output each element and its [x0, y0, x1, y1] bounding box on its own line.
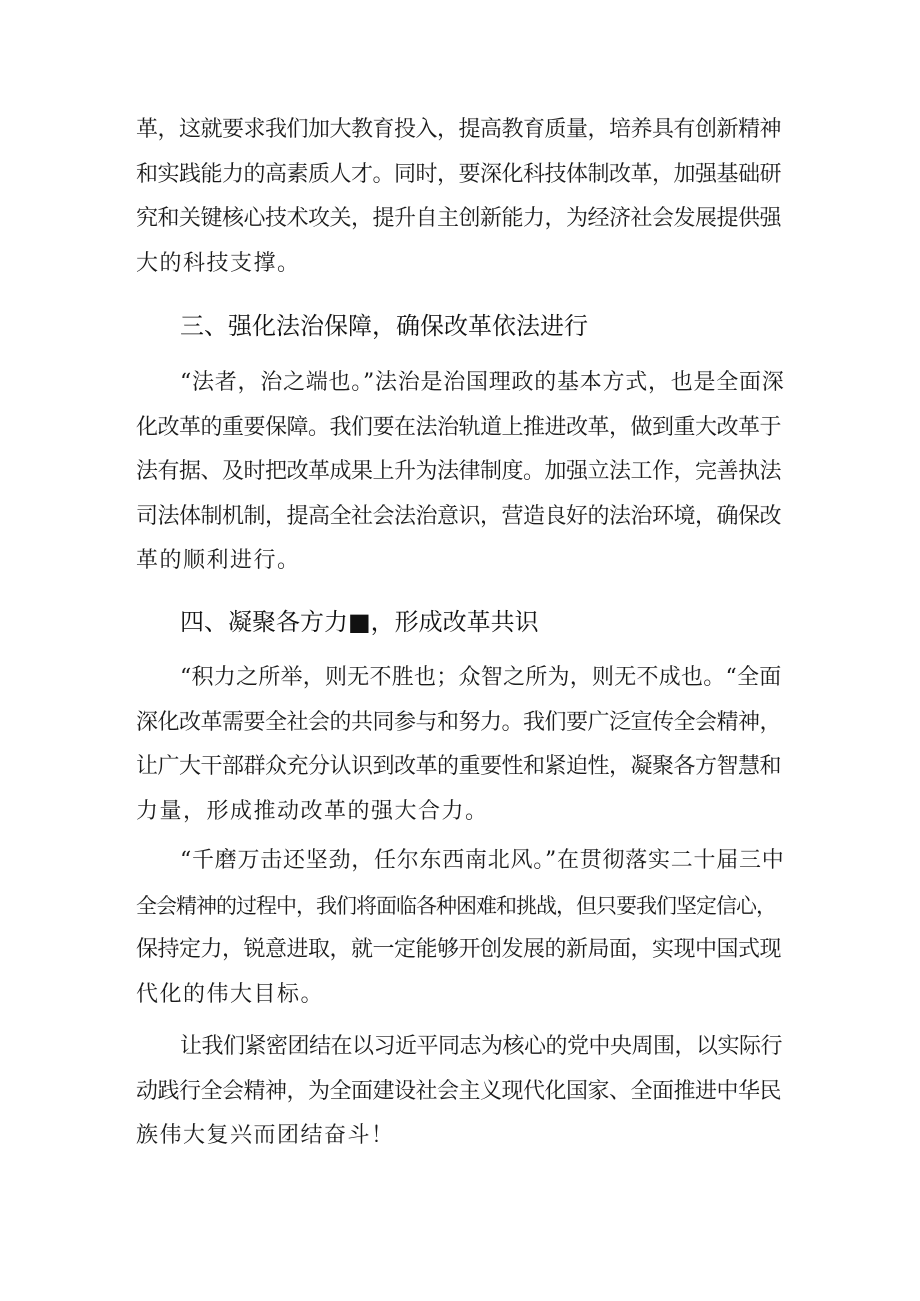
- paragraph-line: 和实践能力的高素质人才。同时，要深化科技体制改革，加强基础研: [136, 161, 782, 187]
- paragraph-line: “积力之所举，则无不胜也；众智之所为，则无不成也。“全面: [180, 665, 782, 690]
- paragraph-education-tech: [136, 108, 786, 286]
- paragraph-line: 究和关键核心技术攻关，提升自主创新能力，为经济社会发展提供强: [136, 206, 782, 232]
- paragraph-line: “法者，治之端也。”法治是治国理政的基本方式，也是全面深: [180, 370, 785, 395]
- paragraph-line: 革，这就要求我们加大教育投入，提高教育质量，培养具有创新精神: [136, 117, 782, 142]
- paragraph-line: 族伟大复兴而团结奋斗！: [136, 1123, 395, 1149]
- paragraph-rule-of-law: [136, 361, 786, 584]
- paragraph-line: 司法体制机制，提高全社会法治意识，营造良好的法治环境，确保改: [136, 503, 782, 529]
- section-heading-consensus: 四、凝聚各方力■，形成改革共识: [180, 608, 539, 636]
- paragraph-line: 全会精神的过程中，我们将面临各种困难和挑战，但只要我们坚定信心，: [136, 893, 776, 918]
- paragraph-line: “千磨万击还坚劲，任尔东西南北风。”在贯彻落实二十届三中: [180, 848, 785, 873]
- paragraph-line: 动践行全会精神，为全面建设社会主义现代化国家、全面推进中华民: [136, 1078, 782, 1104]
- paragraph-line: 保持定力，锐意进取，就一定能够开创发展的新局面，实现中国式现: [136, 937, 782, 963]
- paragraph-line: 革的顺利进行。: [136, 548, 301, 574]
- paragraph-line: 力量，形成推动改革的强大合力。: [136, 798, 489, 824]
- section-heading-rule-of-law: 三、强化法治保障，确保改革依法进行: [180, 312, 588, 340]
- paragraph-closing: [136, 1025, 786, 1159]
- paragraph-line: 化改革的重要保障。我们要在法治轨道上推进改革，做到重大改革于: [136, 414, 782, 440]
- paragraph-line: 法有据、及时把改革成果上升为法律制度。加强立法工作，完善执法: [136, 459, 782, 485]
- paragraph-line: 深化改革需要全社会的共同参与和努力。我们要广泛宣传全会精神，: [136, 709, 782, 735]
- paragraph-perseverance: [136, 839, 786, 1017]
- paragraph-line: 让我们紧密团结在以习近平同志为核心的党中央周围，以实际行: [180, 1034, 783, 1059]
- paragraph-line: 大的科技支撑。: [136, 250, 301, 276]
- paragraph-consensus: [136, 656, 786, 834]
- paragraph-line: 代化的伟大目标。: [136, 981, 325, 1007]
- paragraph-line: 让广大干部群众充分认识到改革的重要性和紧迫性，凝聚各方智慧和: [136, 754, 782, 780]
